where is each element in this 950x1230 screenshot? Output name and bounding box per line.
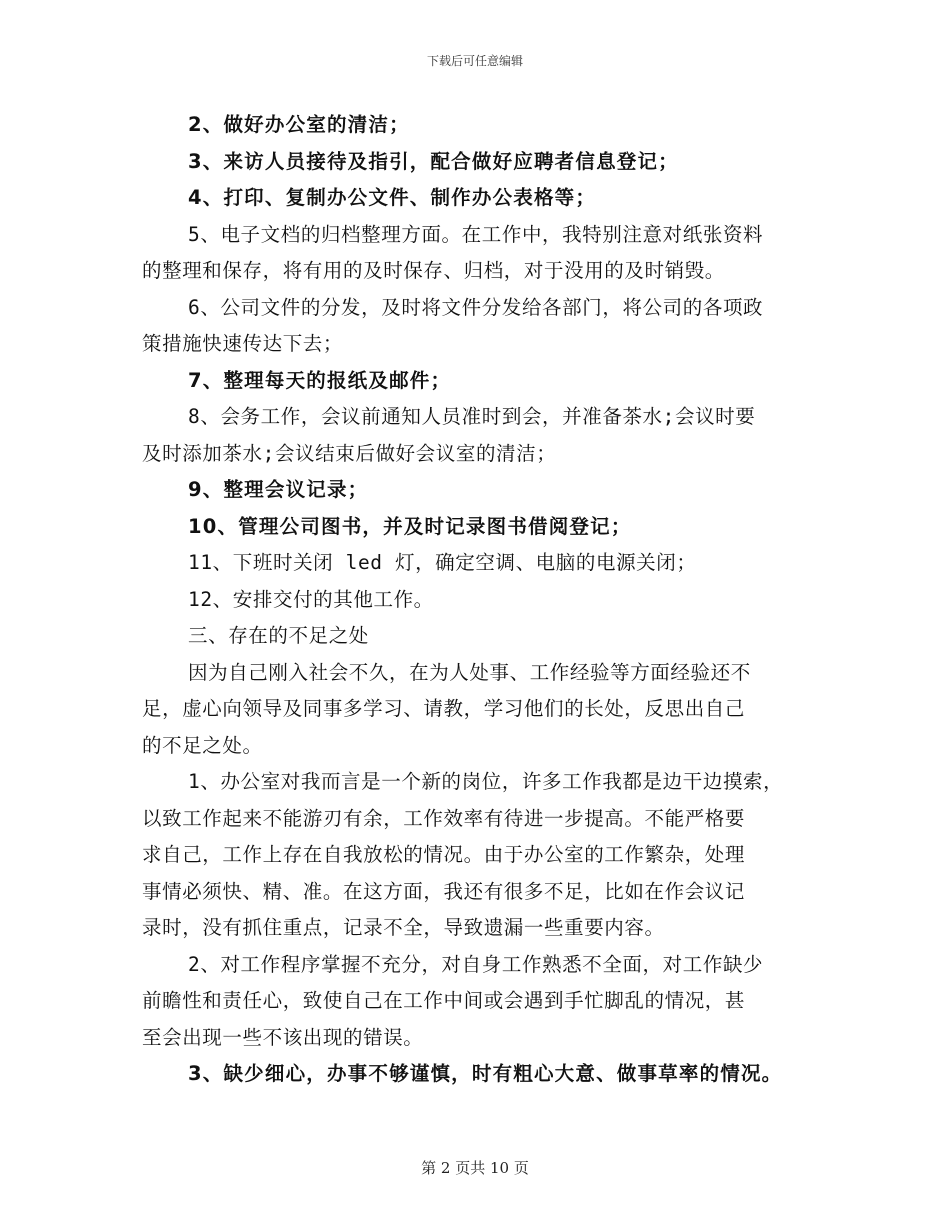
text-line: 11、下班时关闭 led 灯，确定空调、电脑的电源关闭；: [188, 551, 697, 574]
text-line: 的整理和保存，将有用的及时保存、归档，对于没用的及时销毁。: [142, 259, 725, 282]
text-line: 前瞻性和责任心，致使自己在工作中间或会遇到手忙脚乱的情况，甚: [142, 989, 746, 1012]
text-line: 事情必须快、精、准。在这方面，我还有很多不足，比如在作会议记: [142, 879, 746, 903]
text-line: 三、存在的不足之处: [188, 624, 369, 647]
text-line: 6、公司文件的分发，及时将文件分发给各部门，将公司的各项政: [188, 295, 764, 319]
section-heading: [142, 618, 814, 655]
text-line: 12、安排交付的其他工作。: [188, 587, 434, 611]
paragraph-item-12: [142, 582, 814, 619]
paragraph-item-3: [142, 144, 814, 181]
paragraph-item-8: [142, 399, 814, 472]
text-line: 的不足之处。: [142, 733, 263, 757]
text-line: 2、做好办公室的清洁；: [188, 113, 410, 136]
text-line: 8、会务工作，会议前通知人员准时到会，并准备茶水;会议时要: [188, 405, 756, 428]
text-line: 录时，没有抓住重点，记录不全，导致遗漏一些重要内容。: [142, 916, 665, 939]
paragraph-item-5: [142, 217, 814, 290]
paragraph-item-6: [142, 290, 814, 363]
paragraph-item-11: [142, 545, 814, 582]
paragraph-item-7: [142, 363, 814, 400]
text-line: 策措施快速传达下去；: [142, 332, 344, 355]
text-line: 1、办公室对我而言是一个新的岗位，许多工作我都是边干边摸索，: [188, 770, 784, 793]
text-line: 3、来访人员接待及指引，配合做好应聘者信息登记；: [188, 149, 679, 173]
paragraph-item-2: [142, 107, 814, 144]
text-line: 足，虚心向领导及同事多学习、请教，学习他们的长处，反思出自己: [142, 697, 746, 720]
text-line: 10、管理公司图书，并及时记录图书借阅登记；: [188, 514, 632, 538]
paragraph-shortcoming-3: [142, 1056, 814, 1093]
text-line: 求自己，工作上存在自我放松的情况。由于办公室的工作繁杂，处理: [142, 843, 746, 866]
paragraph-shortcoming-1: [142, 764, 814, 947]
text-line: 因为自己刚入社会不久，在为人处事、工作经验等方面经验还不: [188, 660, 751, 684]
text-line: 及时添加茶水;会议结束后做好会议室的清洁；: [142, 441, 557, 465]
paragraph-item-4: [142, 180, 814, 217]
paragraph-shortcoming-2: [142, 947, 814, 1057]
text-line: 7、整理每天的报纸及邮件；: [188, 368, 452, 392]
text-line: 2、对工作程序掌握不充分，对自身工作熟悉不全面，对工作缺少: [188, 952, 764, 976]
text-line: 至会出现一些不该出现的错误。: [142, 1025, 424, 1049]
page-header: 下载后可任意编辑: [426, 54, 523, 68]
page-footer: 第 2 页共 10 页: [421, 1159, 529, 1177]
paragraph-intro: [142, 655, 814, 765]
text-line: 5、电子文档的归档整理方面。在工作中，我特别注意对纸张资料: [188, 222, 764, 246]
text-line: 以致工作起来不能游刃有余，工作效率有待进一步提高。不能严格要: [142, 806, 746, 830]
paragraph-item-10: [142, 509, 814, 546]
document-body: [142, 107, 814, 1093]
text-line: 9、整理会议记录；: [188, 478, 369, 501]
paragraph-item-9: [142, 472, 814, 509]
text-line: 3、缺少细心，办事不够谨慎，时有粗心大意、做事草率的情况。: [188, 1062, 783, 1085]
text-line: 4、打印、复制办公文件、制作办公表格等；: [188, 186, 597, 209]
